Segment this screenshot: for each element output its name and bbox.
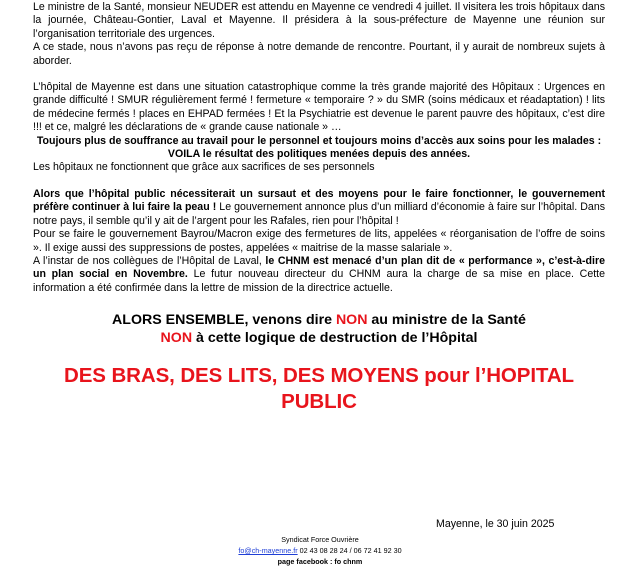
call-no-1: NON bbox=[335, 312, 368, 329]
paragraph-suffering bbox=[33, 135, 605, 162]
government-bold-text: Alors que l’hôpital public nécessiterait un sursaut et des moyens pour le faire fonctionner, le gouvernement préfère continuer à lui faire la peau ! bbox=[33, 187, 605, 214]
call-no-2: NON bbox=[160, 330, 193, 347]
paragraph-government bbox=[33, 188, 605, 228]
paragraph-intro: Le ministre de la Santé, monsieur NEUDER est attendu en Mayenne ce vendredi 4 juillet. Il visitera les trois hôpitaux dans la journée, Château-Gontier, Laval et Mayenne. Il présidera à la sous-préfecture de Mayenne une réunion sur l’organisation territoriale des urgences. bbox=[33, 1, 605, 40]
slogan-headline: DES BRAS, DES LITS, DES MOYENS pour l’HOPITAL PUBLIC bbox=[64, 364, 574, 414]
footer-contact bbox=[190, 534, 450, 567]
chnm-end-text: Le futur nouveau directeur du CHNM aura la charge de sa mise en place. Cette information a été confirmée dans la lettre de mission de la directrice actuelle. bbox=[33, 268, 605, 294]
footer-phones: 02 43 08 28 24 / 06 72 41 92 30 bbox=[297, 546, 402, 555]
paragraph-chnm-plan bbox=[33, 255, 605, 295]
call-line-1-a: ALORS ENSEMBLE, venons dire bbox=[112, 312, 336, 329]
email-link[interactable]: fo@ch-mayenne.fr bbox=[238, 546, 298, 555]
chnm-intro-text: A l’instar de nos collègues de l’Hôpital de Laval, bbox=[33, 254, 266, 267]
call-line-1 bbox=[33, 311, 605, 329]
call-line-2-b: à cette logique de destruction de l’Hôpital bbox=[192, 330, 478, 347]
paragraph-closures: Pour se faire le gouvernement Bayrou/Macron exige des fermetures de lits, appelées « réorganisation de l’offre de soins ». Il exige aussi des suppressions de postes, appelées « maitrise de la masse salariale ». bbox=[33, 228, 605, 254]
paragraph-situation: L’hôpital de Mayenne est dans une situation catastrophique comme la très grande majorité des Hôpitaux : Urgences en grande difficulté ! SMUR régulièrement fermé ! fermeture « temporaire ? » du SMR (soins médicaux et réadaptation) ! lits de médecine fermés ! places en EHPAD fermées ! Et la Psychiatrie est devenue le parent pauvre des hôpitaux, c’est dire !!! et ce, malgré les déclarations de « grande cause nationale » … bbox=[33, 81, 605, 134]
date-line: Mayenne, le 30 juin 2025 bbox=[436, 518, 555, 530]
document-body bbox=[33, 1, 605, 415]
footer-facebook: page facebook : fo chnm bbox=[277, 557, 363, 566]
chnm-bold-text: le CHNM est menacé d’un plan dit de « performance », c’est-à-dire un plan social en Novembre. bbox=[33, 254, 605, 281]
government-rest-text: Le gouvernement annonce plus d’un milliard d’économie à faire sur l’hôpital. Dans notre pays, il semble qu’il y ait de l’argent pour les Rafales, rien pour l’hôpital ! bbox=[33, 201, 606, 227]
footer-contact-line bbox=[190, 545, 450, 556]
call-line-1-b: au ministre de la Santé bbox=[367, 312, 526, 329]
suffering-bold-text: Toujours plus de souffrance au travail pour le personnel et toujours moins d’accès aux soins pour les malades : VOILA le résultat des politiques menées depuis des années. bbox=[36, 134, 602, 161]
paragraph-sacrifices: Les hôpitaux ne fonctionnent que grâce aux sacrifices de ses personnels bbox=[33, 161, 375, 174]
footer-org: Syndicat Force Ouvrière bbox=[281, 535, 359, 544]
call-line-2 bbox=[33, 329, 605, 347]
paragraph-no-response: A ce stade, nous n’avons pas reçu de réponse à notre demande de rencontre. Pourtant, il y aurait de nombreux sujets à aborder. bbox=[33, 41, 605, 67]
